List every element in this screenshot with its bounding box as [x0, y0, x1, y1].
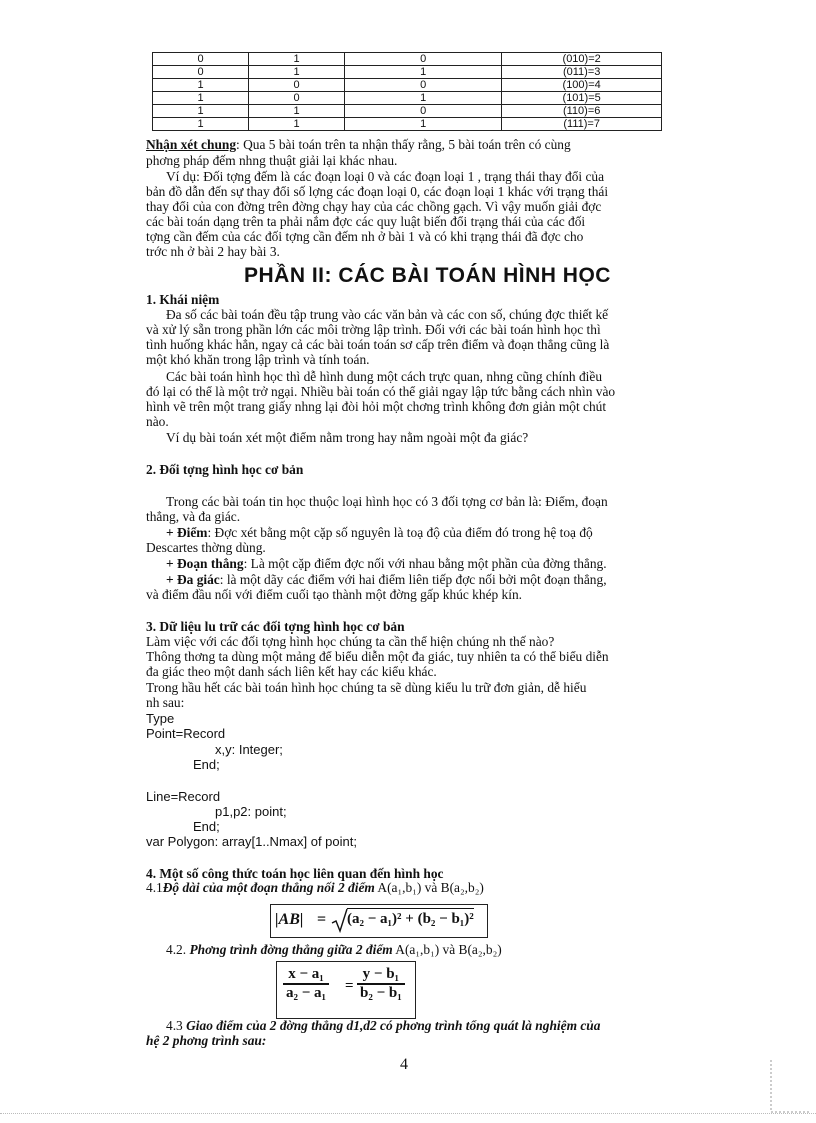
s2-bullet-point-cont: Descartes thờng dùng. — [146, 540, 266, 555]
table-cell: 1 — [249, 118, 345, 131]
formula-line-frac-left: $\frac{\text{x − a₁}}{\text{a₂ − a₁}}$ — [283, 966, 329, 1002]
remark-label: Nhận xét chung — [146, 137, 237, 152]
table-cell: 0 — [345, 53, 502, 66]
section-3-title: 3. Dữ liệu lu trữ các đối tợng hình học cơ bản — [146, 619, 405, 634]
remark-line-5: thay đổi của con đờng trên đờng chạy hay của các chồng gạch. Vì vậy muốn giải đợc — [146, 199, 602, 214]
code-var-polygon: var Polygon: array[1..Nmax] of point; — [146, 834, 357, 849]
s3-line-3: đa giác theo một danh sách liên kết hay các kiểu khác. — [146, 664, 437, 679]
table-cell: 0 — [345, 105, 502, 118]
s1-line-3: tình huống khác hẳn, ngay cả các bài toán toán sơ cấp trên điểm và đoạn thẳng cũng là — [146, 337, 610, 352]
part-2-heading: PHẦN II: CÁC BÀI TOÁN HÌNH HỌC — [244, 264, 611, 287]
code-end-1: End; — [193, 757, 220, 772]
s2-line-1: Trong các bài toán tin học thuộc loại hình học có 3 đối tợng cơ bản là: Điểm, đoạn — [166, 494, 608, 509]
s3-line-1: Làm việc với các đối tợng hình học chúng ta cần thể hiện chúng nh thế nào? — [146, 634, 555, 649]
table-cell: 0 — [249, 79, 345, 92]
table-cell: 1 — [345, 118, 502, 131]
s2-bullet-polygon: + Đa giác: là một dãy các điểm với hai điểm liên tiếp đợc nối bởi một đoạn thẳng, — [166, 572, 607, 587]
s3-line-2: Thông thơng ta dùng một mảng để biểu diễn một đa giác, tuy nhiên ta có thể biểu diễn — [146, 649, 609, 664]
s1-line-4: một khó khăn trong lập trình và tính toán. — [146, 352, 370, 367]
remark-line-3: Ví dụ: Đối tợng đếm là các đoạn loại 0 và các đoạn loại 1 , trạng thái thay đổi của — [166, 169, 605, 184]
table-row — [153, 66, 662, 79]
page-number: 4 — [400, 1056, 408, 1073]
table-cell: (111)=7 — [502, 118, 662, 131]
table-cell: 1 — [153, 118, 249, 131]
s2-bullet-point: + Điểm: Đợc xét bằng một cặp số nguyên là toạ độ của điểm đó trong hệ toạ độ — [166, 525, 593, 540]
section-4-title: 4. Một số công thức toán học liên quan đến hình học — [146, 866, 444, 881]
formula-distance-radicand: (a₂ − a₁)² + (b₂ − b₁)² — [347, 908, 474, 928]
s2-bullet-polygon-cont: và điểm đầu nối với điểm cuối tạo thành một đờng gấp khúc khép kín. — [146, 587, 523, 602]
s1-line-2: và xử lý sẵn trong phần lớn các môi trờng lập trình. Đối với các bài toán hình học thì — [146, 322, 601, 337]
s2-line-2: thẳng, và đa giác. — [146, 509, 241, 524]
table-cell: (011)=3 — [502, 66, 662, 79]
table-cell: 1 — [345, 92, 502, 105]
remark-line-1: Nhận xét chung: Qua 5 bài toán trên ta nhận thấy rằng, 5 bài toán trên có cùng — [146, 137, 571, 152]
table-cell: (110)=6 — [502, 105, 662, 118]
formula-distance-eq: = — [317, 911, 327, 928]
formula-3-caption: 4.3 Giao điểm của 2 đờng thẳng d1,d2 có phơng trình tổng quát là nghiệm của — [166, 1018, 601, 1033]
code-xy-integer: x,y: Integer; — [215, 742, 283, 757]
formula-distance-box — [270, 904, 488, 938]
s1-line-7: hình vẽ trên một trang giấy nhng lại đòi hỏi một chơng trình không đơn giản một chút — [146, 399, 607, 414]
formula-1-caption: 4.1Độ dài của một đoạn thẳng nối 2 điểm A(a₁,b₁) và B(a₂,b₂) — [146, 880, 484, 895]
s1-line-8: nào. — [146, 414, 169, 429]
table-cell: 0 — [153, 66, 249, 79]
corner-mark-icon — [770, 1060, 810, 1115]
formula-line-box — [276, 961, 416, 1019]
formula-2-caption: 4.2. Phơng trình đờng thẳng giữa 2 điểm A(a₁,b₁) và B(a₂,b₂) — [166, 942, 502, 957]
s1-line-9: Ví dụ bài toán xét một điểm nằm trong hay nằm ngoài một đa giác? — [166, 430, 529, 445]
remark-line-4: bản đồ dẫn đến sự thay đổi số lợng các đoạn loại 0, các đoạn loại 1 khác với trạng thái — [146, 184, 609, 199]
s1-line-6: đó lại có thể là một trở ngại. Nhiều bài toán có thể giải ngay lập tức bằng cách nhìn vào — [146, 384, 616, 399]
table-cell: 1 — [153, 92, 249, 105]
remark-line-6: các bài toán dạng trên ta phải nắm đợc các quy luật biến đổi trạng thái của các đối — [146, 214, 586, 229]
table-row — [153, 118, 662, 131]
s3-line-4: Trong hầu hết các bài toán hình học chúng ta sẽ dùng kiểu lu trữ đơn giản, dễ hiểu — [146, 680, 587, 695]
code-p1p2-point: p1,p2: point; — [215, 804, 287, 819]
section-2-title: 2. Đối tợng hình học cơ bản — [146, 462, 304, 477]
s2-bullet-segment: + Đoạn thẳng: Là một cặp điểm đợc nối với nhau bằng một phần của đờng thẳng. — [166, 556, 607, 571]
section-1-title: 1. Khái niệm — [146, 292, 220, 307]
page-bottom-divider — [0, 1113, 816, 1114]
table-cell: 0 — [249, 92, 345, 105]
remark-line-8: trớc nh ở bài 2 hay bài 3. — [146, 244, 280, 259]
table-cell: (100)=4 — [502, 79, 662, 92]
table-cell: (101)=5 — [502, 92, 662, 105]
code-end-2: End; — [193, 819, 220, 834]
table-cell: 1 — [153, 79, 249, 92]
table-cell: 1 — [249, 66, 345, 79]
table-row — [153, 53, 662, 66]
table-cell: 1 — [153, 105, 249, 118]
s1-line-1: Đa số các bài toán đều tập trung vào các văn bản và các con số, chúng đợc thiết kế — [166, 307, 609, 322]
formula-distance-lhs: |AB| — [275, 911, 304, 928]
s1-line-5: Các bài toán hình học thì dễ hình dung một cách trực quan, nhng cũng chính điều — [166, 369, 603, 384]
table-row — [153, 92, 662, 105]
table-row — [153, 105, 662, 118]
table-cell: 1 — [345, 66, 502, 79]
remark-line-7: tợng cần đếm của các đối tợng cần đếm nh ở bài 1 và có khi trạng thái đã đợc cho — [146, 229, 584, 244]
code-line-record: Line=Record — [146, 789, 221, 804]
table-cell: 1 — [249, 53, 345, 66]
remark-line-2: phơng pháp đếm nhng thuật giải lại khác nhau. — [146, 153, 398, 168]
formula-line-frac-right: $\frac{\text{y − b₁}}{\text{b₂ − b₁}}$ — [357, 966, 405, 1002]
code-type: Type — [146, 711, 175, 726]
table-cell: 0 — [153, 53, 249, 66]
table-cell: 1 — [249, 105, 345, 118]
code-point-record: Point=Record — [146, 726, 226, 741]
formula-line-eq: = — [345, 978, 354, 994]
table-cell: (010)=2 — [502, 53, 662, 66]
table-row — [153, 79, 662, 92]
binary-table — [152, 52, 662, 131]
formula-3-caption-cont: hệ 2 phơng trình sau: — [146, 1033, 267, 1048]
s3-line-5: nh sau: — [146, 695, 185, 710]
table-cell: 0 — [345, 79, 502, 92]
